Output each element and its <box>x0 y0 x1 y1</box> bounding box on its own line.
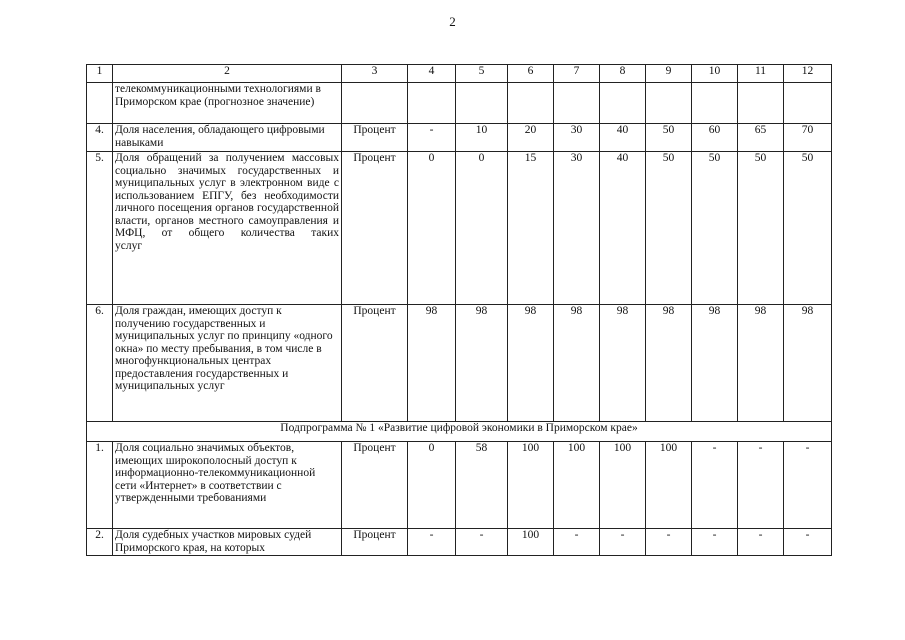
value-cell: 98 <box>692 305 738 422</box>
subprogram-row <box>87 422 832 442</box>
column-header: 4 <box>408 65 456 83</box>
value-cell: 50 <box>738 152 784 305</box>
indicator-name: Доля судебных участков мировых судей Приморского края, на которых <box>113 529 342 556</box>
row-number: 2. <box>87 529 113 556</box>
value-cell: 98 <box>600 305 646 422</box>
value-cell <box>508 83 554 124</box>
unit-cell: Процент <box>342 305 408 422</box>
row-number: 5. <box>87 152 113 305</box>
value-cell: 40 <box>600 124 646 152</box>
value-cell: - <box>784 529 832 556</box>
value-cell: 100 <box>508 442 554 529</box>
value-cell: - <box>692 529 738 556</box>
column-header: 5 <box>456 65 508 83</box>
value-cell <box>554 83 600 124</box>
table-row <box>87 529 832 556</box>
value-cell: 40 <box>600 152 646 305</box>
column-header: 3 <box>342 65 408 83</box>
value-cell: 98 <box>408 305 456 422</box>
row-number: 1. <box>87 442 113 529</box>
value-cell: - <box>738 529 784 556</box>
indicators-table <box>86 64 832 556</box>
value-cell: - <box>408 529 456 556</box>
value-cell: 0 <box>408 152 456 305</box>
column-header: 10 <box>692 65 738 83</box>
indicator-name: Доля населения, обладающего цифровыми навыками <box>113 124 342 152</box>
value-cell: 98 <box>554 305 600 422</box>
value-cell: 10 <box>456 124 508 152</box>
table-row <box>87 124 832 152</box>
indicator-name <box>113 152 342 305</box>
unit-cell <box>342 83 408 124</box>
indicator-name: Доля социально значимых объектов, имеющих широкополосный доступ к информационно-телекоммуникационной сети «Интернет» в соответствии с утвержденными требованиями <box>113 442 342 529</box>
value-cell: 98 <box>646 305 692 422</box>
value-cell: 30 <box>554 124 600 152</box>
value-cell: 60 <box>692 124 738 152</box>
table-row <box>87 442 832 529</box>
header-row <box>87 65 832 83</box>
value-cell: 30 <box>554 152 600 305</box>
value-cell: 100 <box>600 442 646 529</box>
value-cell <box>738 83 784 124</box>
column-header: 12 <box>784 65 832 83</box>
value-cell: 70 <box>784 124 832 152</box>
value-cell: 98 <box>456 305 508 422</box>
row-number <box>87 83 113 124</box>
value-cell: - <box>554 529 600 556</box>
column-header: 2 <box>113 65 342 83</box>
value-cell: 15 <box>508 152 554 305</box>
value-cell <box>784 83 832 124</box>
value-cell: 98 <box>508 305 554 422</box>
value-cell: 65 <box>738 124 784 152</box>
value-cell: - <box>738 442 784 529</box>
value-cell: 58 <box>456 442 508 529</box>
value-cell <box>408 83 456 124</box>
unit-cell: Процент <box>342 529 408 556</box>
unit-cell: Процент <box>342 124 408 152</box>
indicator-name-text-end: услуг <box>115 239 143 252</box>
value-cell: - <box>456 529 508 556</box>
value-cell <box>600 83 646 124</box>
value-cell: 20 <box>508 124 554 152</box>
row-number: 6. <box>87 305 113 422</box>
value-cell: - <box>692 442 738 529</box>
table-row <box>87 305 832 422</box>
value-cell: 50 <box>646 152 692 305</box>
unit-cell: Процент <box>342 442 408 529</box>
table-row <box>87 152 832 305</box>
value-cell: 100 <box>554 442 600 529</box>
value-cell: 98 <box>738 305 784 422</box>
indicator-name: телекоммуникационными технологиями в Приморском крае (прогнозное значение) <box>113 83 342 124</box>
column-header: 8 <box>600 65 646 83</box>
column-header: 7 <box>554 65 600 83</box>
column-header: 6 <box>508 65 554 83</box>
table-row <box>87 83 832 124</box>
row-number: 4. <box>87 124 113 152</box>
subprogram-title: Подпрограмма № 1 «Развитие цифровой экономики в Приморском крае» <box>87 422 832 442</box>
value-cell: 50 <box>692 152 738 305</box>
page-number: 2 <box>449 14 456 29</box>
value-cell: 100 <box>646 442 692 529</box>
value-cell: - <box>600 529 646 556</box>
value-cell <box>692 83 738 124</box>
value-cell <box>646 83 692 124</box>
column-header: 9 <box>646 65 692 83</box>
value-cell: 0 <box>456 152 508 305</box>
unit-cell: Процент <box>342 152 408 305</box>
value-cell: 0 <box>408 442 456 529</box>
column-header: 11 <box>738 65 784 83</box>
value-cell <box>456 83 508 124</box>
column-header: 1 <box>87 65 113 83</box>
value-cell: 50 <box>646 124 692 152</box>
value-cell: 50 <box>784 152 832 305</box>
value-cell: - <box>408 124 456 152</box>
indicator-name: Доля граждан, имеющих доступ к получению государственных и муниципальных услуг по принципу «одного окна» по месту пребывания, в том числе в многофункциональных центрах предоставления государственных и муниципальных услуг <box>113 305 342 422</box>
value-cell: 98 <box>784 305 832 422</box>
value-cell: 100 <box>508 529 554 556</box>
value-cell: - <box>784 442 832 529</box>
indicator-name-text: Доля обращений за получением массовых социально значимых государственных и муниципальных услуг в электронном виде с использованием ЕПГУ, без необходимости личного посещения органов государственной власти, органов местного самоуправления и МФЦ, от общего количества таких <box>115 152 339 239</box>
value-cell: - <box>646 529 692 556</box>
